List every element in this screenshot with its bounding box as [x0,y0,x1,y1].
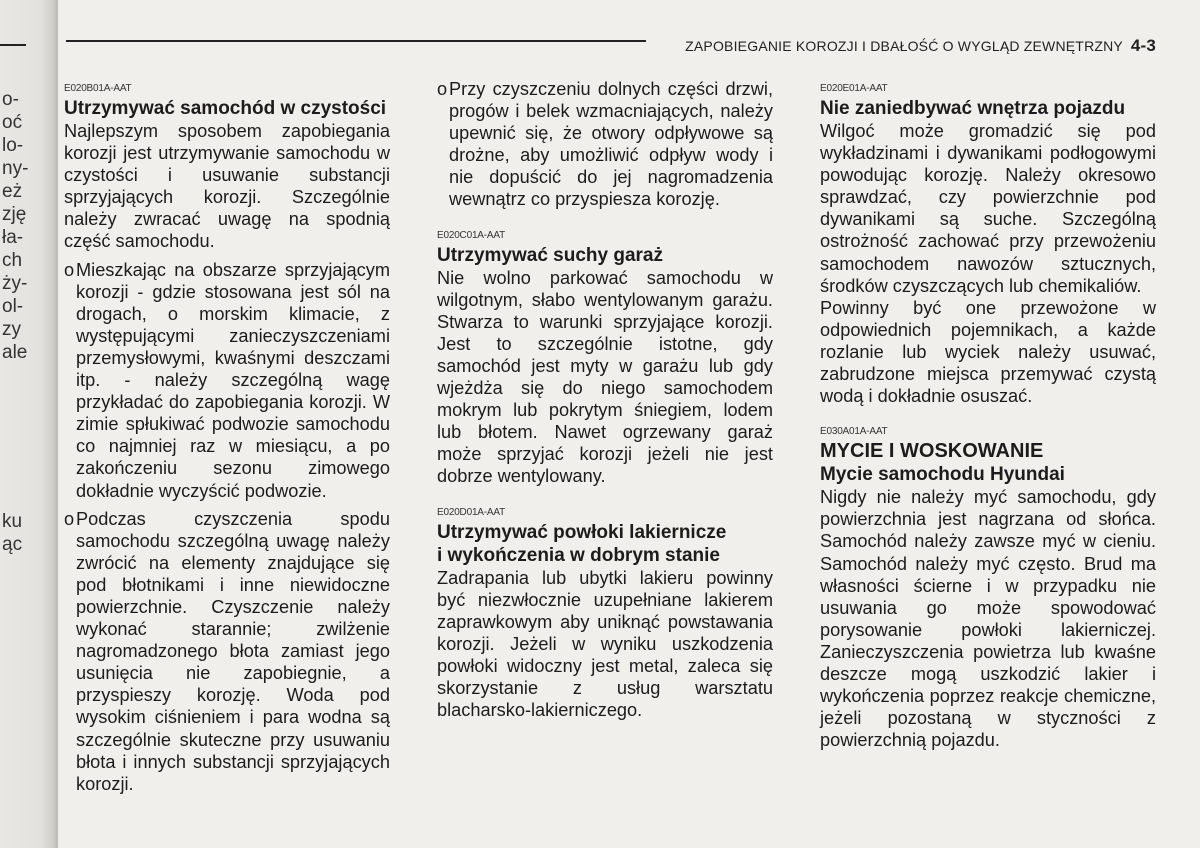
paragraph: Wilgoć może gromadzić się pod wykładzinami i dywanikami podłogowymi powodując korozję. Należy okresowo sprawdzać, czy powierzchnie pod dywanikami są suche. Szczególną ostrożność zachować przy przewożeniu samochodem nawozów sztucznych, środków czyszczących lub chemikaliów. [820,121,1156,296]
list-item-text: Mieszkając na obszarze sprzyjającym korozji - gdzie stosowana jest sól na drogach, o morskim klimacie, z występującymi zanieczyszczeniami przemysłowymi, kwaśnymi deszczami itp. - należy szczególną wagę przykładać do zapobiegania korozji. W zimie spłukiwać podwozie samochodu co najmniej raz w miesiącu, a po zakończeniu sezonu zimowego dokładnie wyczyścić podwozie. [76,259,390,501]
section-heading: Utrzymywać suchy garaż [437,244,663,266]
left-page-fragment: zy [2,319,21,340]
list-item-text: Przy czyszczeniu dolnych części drzwi, progów i belek wzmacniających, należy upewnić się, że otwory odpływowe są drożne, aby umożliwić odpływ wody i nie dopuścić do jej nagromadzenia wewnątrz co przyspiesza korozję. [449,79,773,210]
section-code: E020E01A-AAT [820,83,888,94]
section-code: E030A01A-AAT [820,426,888,438]
header-title: ZAPOBIEGANIE KOROZJI I DBAŁOŚĆ O WYGLĄD ZEWNĘTRZNY [685,38,1123,54]
left-page-fragment: ch [2,250,23,271]
paragraph: Zadrapania lub ubytki lakieru powinny być niezwłocznie uzupełniane lakierem zaprawkowym aby uniknąć powstawania korozji. Jeżeli w wyniku uszkodzenia powłoki widoczny jest metal, zaleca się skorzystanie z usług warsztatu blacharsko-lakierniczego. [437,567,773,721]
left-page-fragment: eż [2,181,23,202]
section-code: E020C01A-AAT [437,229,506,241]
section-code: E020B01A-AAT [64,83,132,94]
left-page-fragment: ąc [2,534,23,555]
left-page-fragment: oć [2,112,23,133]
list-item [64,259,390,502]
left-page-fragment: ol- [2,296,24,317]
header-rule [66,40,646,42]
column-2 [437,78,773,721]
chapter-heading: MYCIE I WOSKOWANIE [820,440,1044,463]
paragraph: Powinny być one przewożone w odpowiednich pojemnikach, a każde rozlanie lub wyciek należy usuwać, zabrudzone miejsca przemywać czystą wodą i dokładnie osuszać. [820,297,1156,407]
left-page-fragment: ży- [2,273,28,294]
page-header [685,36,1156,56]
section-heading: Utrzymywać samochód w czystości [64,98,387,119]
bullet-mark: o [437,79,448,99]
column-3 [820,78,1156,751]
section-heading: Nie zaniedbywać wnętrza pojazdu [820,98,1126,119]
bullet-mark: o [64,259,75,280]
left-page-fragment: lo- [2,135,24,156]
list-item [437,78,773,211]
left-page-fragment: zję [2,204,27,225]
left-page-fragment: ny- [2,158,29,179]
left-page-fragment: ale [2,342,28,363]
left-page-edge [0,0,58,848]
left-page-rule [0,44,26,46]
list-item [64,508,390,795]
section-heading: Utrzymywać powłoki lakiernicze [437,521,727,543]
paragraph: Nie wolno parkować samochodu w wilgotnym, słabo wentylowanym garażu. Stwarza to warunki sprzyjające korozji. Jest to szczególnie istotne, gdy samochód jest myty w garażu lub gdy wjeżdża się do niego samochodem mokrym lub pokrytym śniegiem, lodem lub błotem. Nawet ogrzewany garaż może sprzyjać korozji jeżeli nie jest dobrze wentylowany. [437,267,773,487]
left-page-fragment: o- [2,89,19,110]
paragraph: Nigdy nie należy myć samochodu, gdy powierzchnia jest nagrzana od słońca. Samochód należy zawsze myć w cieniu. Samochód należy myć często. Brud ma własności ścierne i w przypadku nie usuwania go może spowodować porysowanie powłoki lakierniczej. Zanieczyszczenia powietrza lub kwaśne deszcze mogą uszkodzić lakier i wykończenia poprzez reakcje chemiczne, jeżeli pozostaną w styczności z powierzchnią pojazdu. [820,487,1156,751]
page-number: 4-3 [1130,36,1156,55]
section-code: E020D01A-AAT [437,506,506,518]
bullet-mark: o [64,508,75,529]
left-page-fragment: ku [2,511,23,532]
section-subheading: Mycie samochodu Hyundai [820,464,1065,486]
column-1 [64,78,390,795]
left-page-fragment: ła- [2,227,24,248]
list-item-text: Podczas czyszczenia spodu samochodu szczególną uwagę należy zwrócić na elementy znajdujące się pod błotnikami i inne niewidoczne powierzchnie. Czyszczenie należy wykonać starannie; zwilżenie nagromadzonego błota zamiast jego usunięcia nie zapobiegnie, a przyspieszy korozję. Woda pod wysokim ciśnieniem i para wodna są szczególnie skuteczne przy usuwaniu błota i innych substancji sprzyjających korozji. [76,508,390,794]
paragraph: Najlepszym sposobem zapobiegania korozji jest utrzymywanie samochodu w czystości i usuwanie substancji sprzyjających korozji. Szczególnie należy zwracać uwagę na spodnią część samochodu. [64,121,390,252]
section-heading-line-2: i wykończenia w dobrym stanie [437,544,720,566]
